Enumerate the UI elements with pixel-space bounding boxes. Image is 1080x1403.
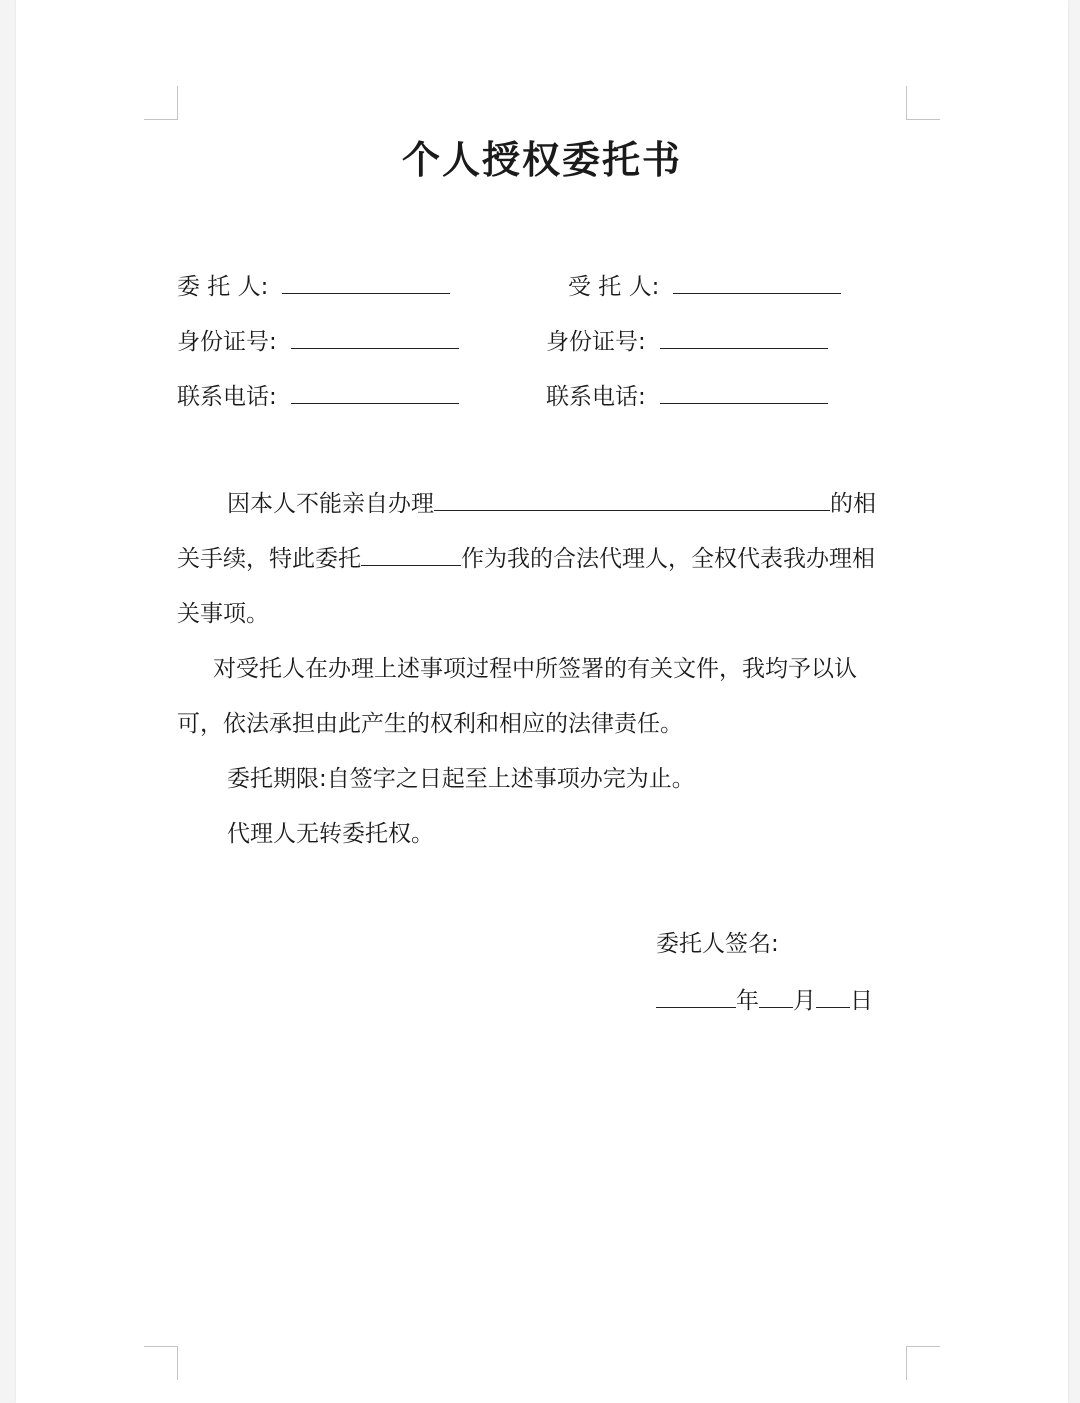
matter-tail-text: 的相 [830, 491, 876, 517]
document-page [16, 0, 1068, 1403]
term-paragraph [177, 752, 907, 807]
paragraph-line: 可，依法承担由此产生的权利和相应的法律责任。 [177, 711, 683, 737]
matter-blank [434, 487, 830, 511]
margin-corner-mark [144, 86, 178, 120]
year-blank [656, 984, 736, 1008]
agent-id-label: 身份证号: [546, 329, 646, 355]
margin-corner-mark [906, 1346, 940, 1380]
principal-phone-field [177, 380, 459, 413]
month-label: 月 [793, 988, 816, 1014]
year-label: 年 [736, 988, 759, 1014]
paragraph-line: 关事项。 [177, 601, 269, 627]
paragraph-line: 代理人无转委托权。 [227, 821, 434, 847]
principal-field [177, 270, 450, 303]
signature-label: 委托人签名: [656, 931, 779, 957]
agent-label: 受 托 人: [568, 274, 660, 300]
matter-lead-text: 因本人不能亲自办理 [227, 491, 434, 517]
principal-phone-label: 联系电话: [177, 384, 277, 410]
agent-phone-label: 联系电话: [546, 384, 646, 410]
day-label: 日 [850, 988, 873, 1014]
no-subdelegation-paragraph [177, 807, 907, 862]
agent-field [568, 270, 841, 303]
paragraph-line [177, 477, 907, 532]
principal-id-label: 身份证号: [177, 329, 277, 355]
month-blank [759, 984, 793, 1008]
principal-id-blank [291, 325, 459, 349]
agent-name-blank [361, 542, 461, 566]
margin-corner-mark [906, 86, 940, 120]
principal-phone-blank [291, 380, 459, 404]
authorization-paragraph [177, 477, 907, 642]
agent-phone-blank [660, 380, 828, 404]
agent-id-blank [660, 325, 828, 349]
principal-label: 委 托 人: [177, 274, 269, 300]
document-title: 个人授权委托书 [401, 138, 682, 182]
signature-date [656, 984, 873, 1017]
paragraph-line: 委托期限:自签字之日起至上述事项办完为止。 [227, 766, 695, 792]
paragraph-line: 对受托人在办理上述事项过程中所签署的有关文件，我均予以认 [213, 656, 857, 682]
paragraph-line [177, 532, 907, 587]
margin-corner-mark [144, 1346, 178, 1380]
entrust-tail-text: 作为我的合法代理人，全权代表我办理相 [461, 546, 875, 572]
principal-blank [282, 270, 450, 294]
acknowledgement-paragraph [177, 642, 907, 752]
agent-phone-field [546, 380, 828, 413]
entrust-lead-text: 关手续，特此委托 [177, 546, 361, 572]
principal-id-field [177, 325, 459, 358]
agent-id-field [546, 325, 828, 358]
agent-blank [673, 270, 841, 294]
day-blank [816, 984, 850, 1008]
